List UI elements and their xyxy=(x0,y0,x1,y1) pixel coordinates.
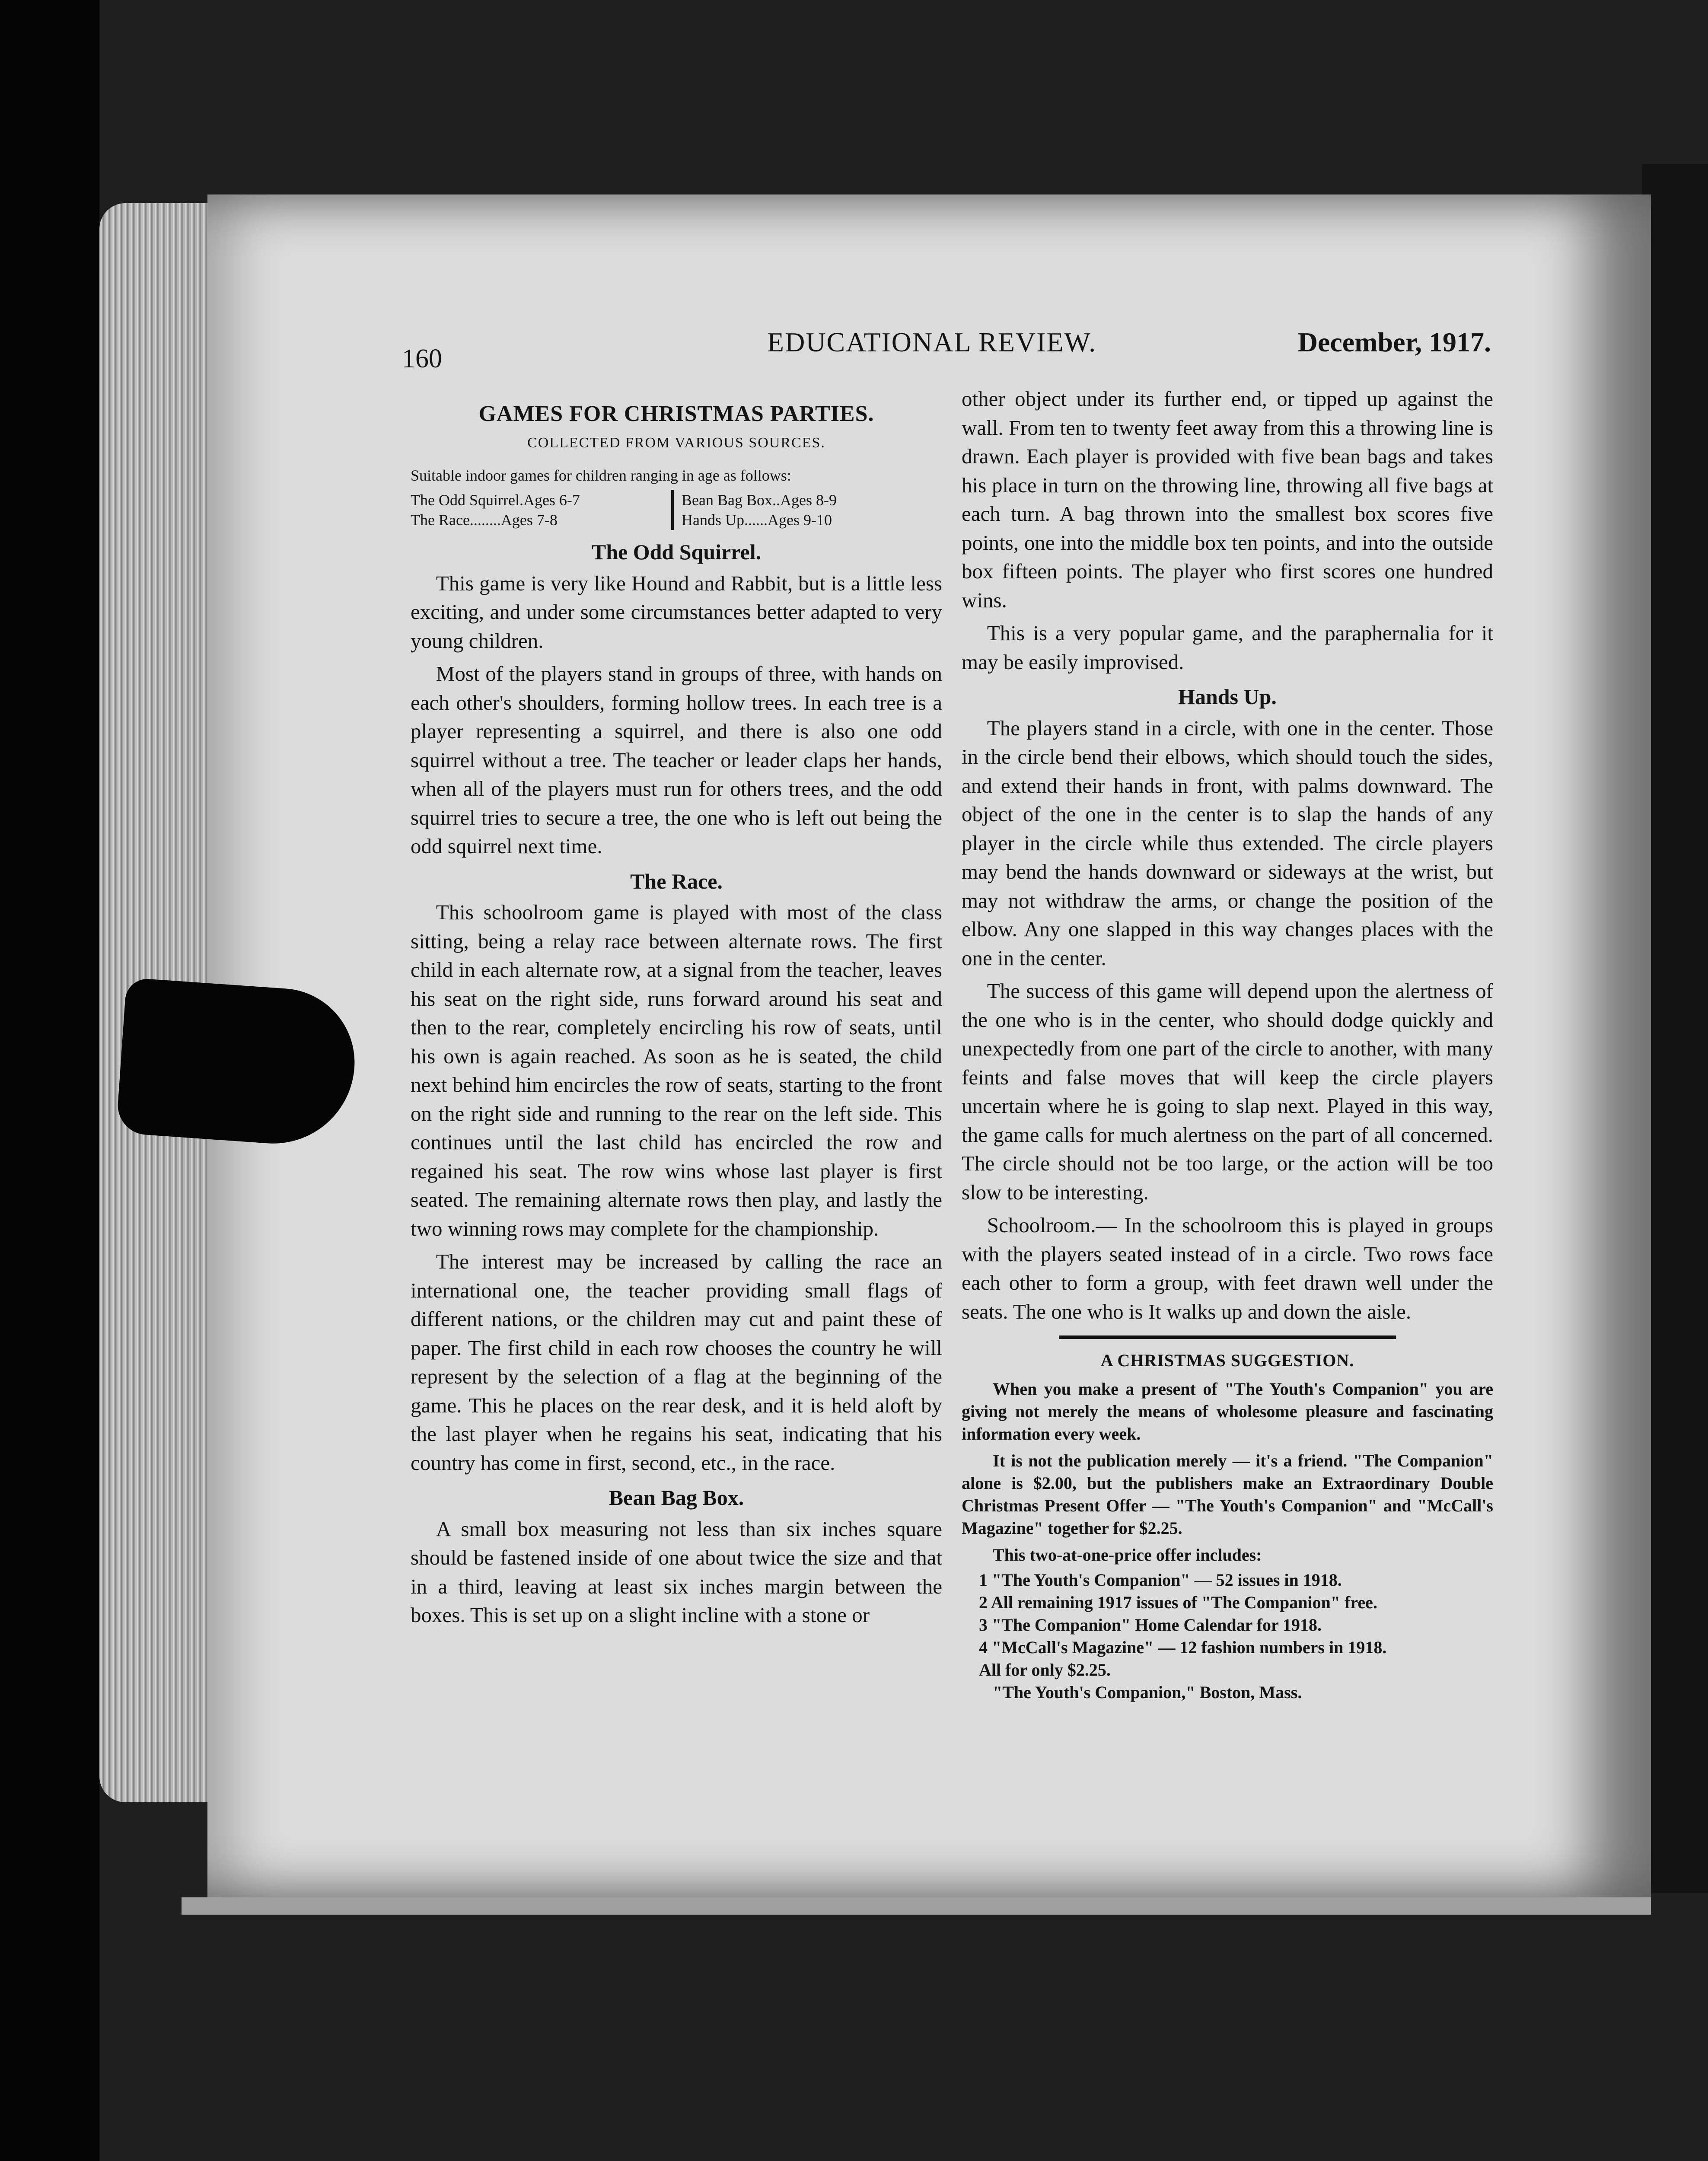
article-title: GAMES FOR CHRISTMAS PARTIES. xyxy=(478,402,874,426)
section-heading: The Odd Squirrel. xyxy=(591,540,762,564)
article-intro: Suitable indoor games for children ranging in age as follows: xyxy=(411,467,791,484)
issue-date: December, 1917. xyxy=(1297,327,1491,357)
ad-address: "The Youth's Companion," Boston, Mass. xyxy=(993,1683,1302,1702)
age-row: The Race........Ages 7-8 xyxy=(411,511,558,529)
facing-page-shadow xyxy=(1642,164,1708,1893)
ad-heading: A CHRISTMAS SUGGESTION. xyxy=(1100,1351,1354,1370)
scanner-background xyxy=(0,0,99,2161)
christmas-suggestion-ad xyxy=(962,1349,1493,1704)
paragraph: This is a very popular game, and the paraphernalia for it may be easily improvised. xyxy=(962,621,1493,674)
ad-paragraph: This two-at-one-price offer includes: xyxy=(993,1545,1262,1565)
running-header xyxy=(402,326,1491,373)
price-line: All for only $2.25. xyxy=(979,1660,1111,1680)
section-heading: The Race. xyxy=(630,869,723,893)
paragraph: This game is very like Hound and Rabbit, but is a little less exciting, and under some circumstances better adapted to very young children. xyxy=(411,571,942,653)
offer-list xyxy=(962,1569,1493,1681)
page-bottom-edge xyxy=(182,1897,1651,1915)
right-column xyxy=(962,385,1493,1704)
offer-item: 4 "McCall's Magazine" — 12 fashion numbers in 1918. xyxy=(979,1638,1387,1657)
divider xyxy=(1059,1335,1396,1339)
paragraph: The players stand in a circle, with one in the center. Those in the circle bend their elbows, which should touch the sides, and extend their hands in front, with palms downward. The object of the one in the center is to slap the hands of any player in the circle while thus extended. The circle players may bend the hands downward or sideways at the wrist, but may not withdraw the arms, or change the position of the elbow. Any one slapped in this way changes places with the one in the center. xyxy=(962,716,1493,970)
paragraph: Schoolroom.— In the schoolroom this is played in groups with the players seated instead of in a circle. Two rows face each other to form a group, with feet drawn well under the seats. The one who is It walks up and down the aisle. xyxy=(962,1213,1493,1323)
offer-item: 3 "The Companion" Home Calendar for 1918. xyxy=(979,1615,1322,1635)
offer-item: 1 "The Youth's Companion" — 52 issues in 1918. xyxy=(979,1570,1342,1590)
paragraph: other object under its further end, or tipped up against the wall. From ten to twenty feet away from this a throwing line is drawn. Each player is provided with five bean bags and takes his place in turn on the throwing line, throwing all five bags at each turn. A bag thrown into the smallest box scores five points, one into the middle box ten points, and into the outside box fifteen points. The player who first scores one hundred wins. xyxy=(962,387,1493,612)
article-subtitle: COLLECTED FROM VARIOUS SOURCES. xyxy=(527,434,825,451)
paragraph: A small box measuring not less than six inches square should be fastened inside of one about twice the size and that in a third, leaving at least six inches margin between the boxes. This is set up on a slight incline with a stone or xyxy=(411,1517,942,1627)
ad-paragraph: It is not the publication merely — it's a friend. "The Companion" alone is $2.00, but the publishers make an Extraordinary Double Christmas Present Offer — "The Youth's Companion" and "McCall's Magazine" together for $2.25. xyxy=(962,1451,1493,1538)
section-heading: Hands Up. xyxy=(1178,685,1277,709)
section-heading: Bean Bag Box. xyxy=(609,1485,744,1510)
paragraph: This schoolroom game is played with most of the class sitting, being a relay race between alternate rows. The first child in each alternate row, at a signal from the teacher, leaves his seat on the right side, runs forward around his seat and then to the rear, completely encircling his row of seats, until his own is again reached. As soon as he is seated, the child next behind him encircles the row of seats, starting to the front on the right side and running to the rear on the left side. This continues until the last child has encircled the row and regained his seat. The row wins whose last player is first seated. The remaining alternate rows then play, and lastly the two winning rows may complete for the championship. xyxy=(411,900,942,1240)
left-column xyxy=(411,400,942,1630)
age-row: Hands Up......Ages 9-10 xyxy=(682,511,832,529)
age-row: The Odd Squirrel.Ages 6-7 xyxy=(411,491,580,509)
paragraph: Most of the players stand in groups of three, with hands on each other's shoulders, forming hollow trees. In each tree is a player representing a squirrel, and there is also one odd squirrel without a tree. The teacher or leader claps her hands, when all of the players must run for others trees, and the odd squirrel tries to secure a tree, the one who is left out being the odd squirrel next time. xyxy=(411,662,942,858)
page-number: 160 xyxy=(402,344,442,373)
journal-title: EDUCATIONAL REVIEW. xyxy=(767,327,1097,357)
age-table xyxy=(411,490,942,530)
paragraph: The success of this game will depend upon the alertness of the one who is in the center, who should dodge quickly and unexpectedly from one part of the circle to another, with many feints and false moves that will keep the circle players uncertain where he is going to slap next. Played in this way, the game calls for much alertness on the part of all concerned. The circle should not be too large, or the action will be too slow to be interesting. xyxy=(962,979,1493,1204)
ad-paragraph: When you make a present of "The Youth's Companion" you are giving not merely the means of wholesome pleasure and fascinating information every week. xyxy=(962,1379,1493,1444)
paragraph: The interest may be increased by calling the race an international one, the teacher providing small flags of different nations, or the children may cut and paint these of paper. The first child in each row chooses the country he will represent by the selection of a flag at the beginning of the game. This he places on the rear desk, and it is held aloft by the last player when he regains his seat, indicating that his country has come in first, second, etc., in the race. xyxy=(411,1249,942,1475)
thumb-shadow xyxy=(116,978,360,1149)
age-row: Bean Bag Box..Ages 8-9 xyxy=(682,491,837,509)
offer-item: 2 All remaining 1917 issues of "The Companion" free. xyxy=(979,1593,1377,1612)
